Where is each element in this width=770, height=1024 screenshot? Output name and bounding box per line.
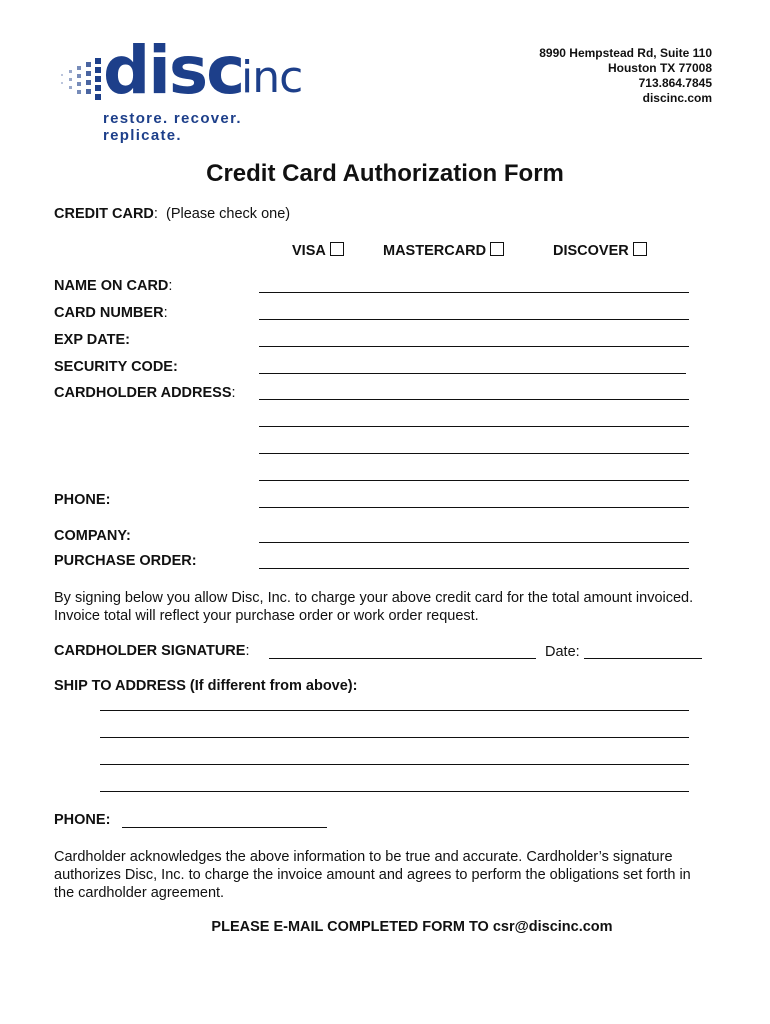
card-number-colon: : [163, 305, 168, 321]
option-visa[interactable] [292, 242, 344, 259]
cardholder-address-text: CARDHOLDER ADDRESS [54, 385, 232, 401]
cardholder-address-field-4[interactable] [259, 480, 689, 481]
form-title: Credit Card Authorization Form [206, 160, 564, 187]
cardholder-signature-text: CARDHOLDER SIGNATURE [54, 643, 246, 659]
credit-card-colon: : [153, 206, 158, 222]
option-mastercard-label: MASTERCARD [383, 243, 487, 259]
company-logo [55, 32, 315, 144]
credit-card-heading [54, 206, 290, 222]
card-number-field[interactable] [259, 319, 689, 320]
exp-date-field[interactable] [259, 346, 689, 347]
cardholder-address-field-1[interactable] [259, 399, 689, 400]
option-discover-label: DISCOVER [553, 243, 629, 259]
cardholder-signature-label [54, 643, 249, 659]
ship-to-address-field-2[interactable] [100, 737, 689, 738]
option-mastercard[interactable] [383, 242, 504, 259]
address-city: Houston TX 77008 [607, 61, 712, 75]
cardholder-address-field-2[interactable] [259, 426, 689, 427]
security-code-field[interactable] [259, 373, 686, 374]
address-phone: 713.864.7845 [638, 76, 712, 90]
mastercard-checkbox[interactable] [490, 242, 504, 256]
logo-tagline: restore. recover. replicate. [103, 110, 242, 144]
logo-inc: inc [241, 52, 303, 103]
phone-field[interactable] [259, 507, 689, 508]
cardholder-address-label [54, 385, 236, 401]
ship-to-address-field-4[interactable] [100, 791, 689, 792]
card-number-label [54, 305, 168, 321]
address-website: discinc.com [642, 91, 712, 105]
ship-to-address-field-3[interactable] [100, 764, 689, 765]
ship-phone-label: PHONE: [54, 812, 111, 828]
acknowledgement-text: Cardholder acknowledges the above information to be true and accurate. Cardholder’s signature authorizes Disc, Inc. to charge the invoice amount and agrees to perform the obligations set forth in the cardholder agreement. [54, 849, 691, 901]
cardholder-signature-colon: : [245, 643, 250, 659]
email-instruction: PLEASE E-MAIL COMPLETED FORM TO csr@discinc.com [211, 919, 613, 935]
date-field[interactable] [584, 658, 702, 659]
credit-card-hint: (Please check one) [165, 206, 291, 222]
ship-phone-field[interactable] [122, 827, 327, 828]
cardholder-signature-field[interactable] [269, 658, 536, 659]
card-number-text: CARD NUMBER [54, 305, 164, 321]
purchase-order-label: PURCHASE ORDER: [54, 553, 197, 569]
company-field[interactable] [259, 542, 689, 543]
address-street: 8990 Hempstead Rd, Suite 110 [539, 46, 712, 60]
cardholder-address-field-3[interactable] [259, 453, 689, 454]
name-on-card-label [54, 278, 172, 294]
name-on-card-text: NAME ON CARD [54, 278, 169, 294]
exp-date-label: EXP DATE: [54, 332, 131, 348]
ship-to-address-label: SHIP TO ADDRESS (If different from above): [54, 678, 358, 694]
purchase-order-field[interactable] [259, 568, 689, 569]
logo-disc: disc [103, 32, 244, 109]
option-discover[interactable] [553, 242, 647, 259]
option-visa-label: VISA [292, 243, 326, 259]
visa-checkbox[interactable] [330, 242, 344, 256]
name-on-card-colon: : [168, 278, 173, 294]
company-label: COMPANY: [54, 528, 131, 544]
pixel-dots-icon [55, 56, 105, 104]
phone-label: PHONE: [54, 492, 111, 508]
date-label: Date: [545, 644, 580, 660]
name-on-card-field[interactable] [259, 292, 689, 293]
security-code-label: SECURITY CODE: [54, 359, 178, 375]
cardholder-address-colon: : [231, 385, 236, 401]
company-address [452, 46, 712, 106]
discover-checkbox[interactable] [633, 242, 647, 256]
credit-card-label: CREDIT CARD [54, 206, 154, 222]
authorization-text: By signing below you allow Disc, Inc. to charge your above credit card for the total amount invoiced. Invoice total will reflect your purchase order or work order request. [54, 590, 694, 624]
ship-to-address-field-1[interactable] [100, 710, 689, 711]
